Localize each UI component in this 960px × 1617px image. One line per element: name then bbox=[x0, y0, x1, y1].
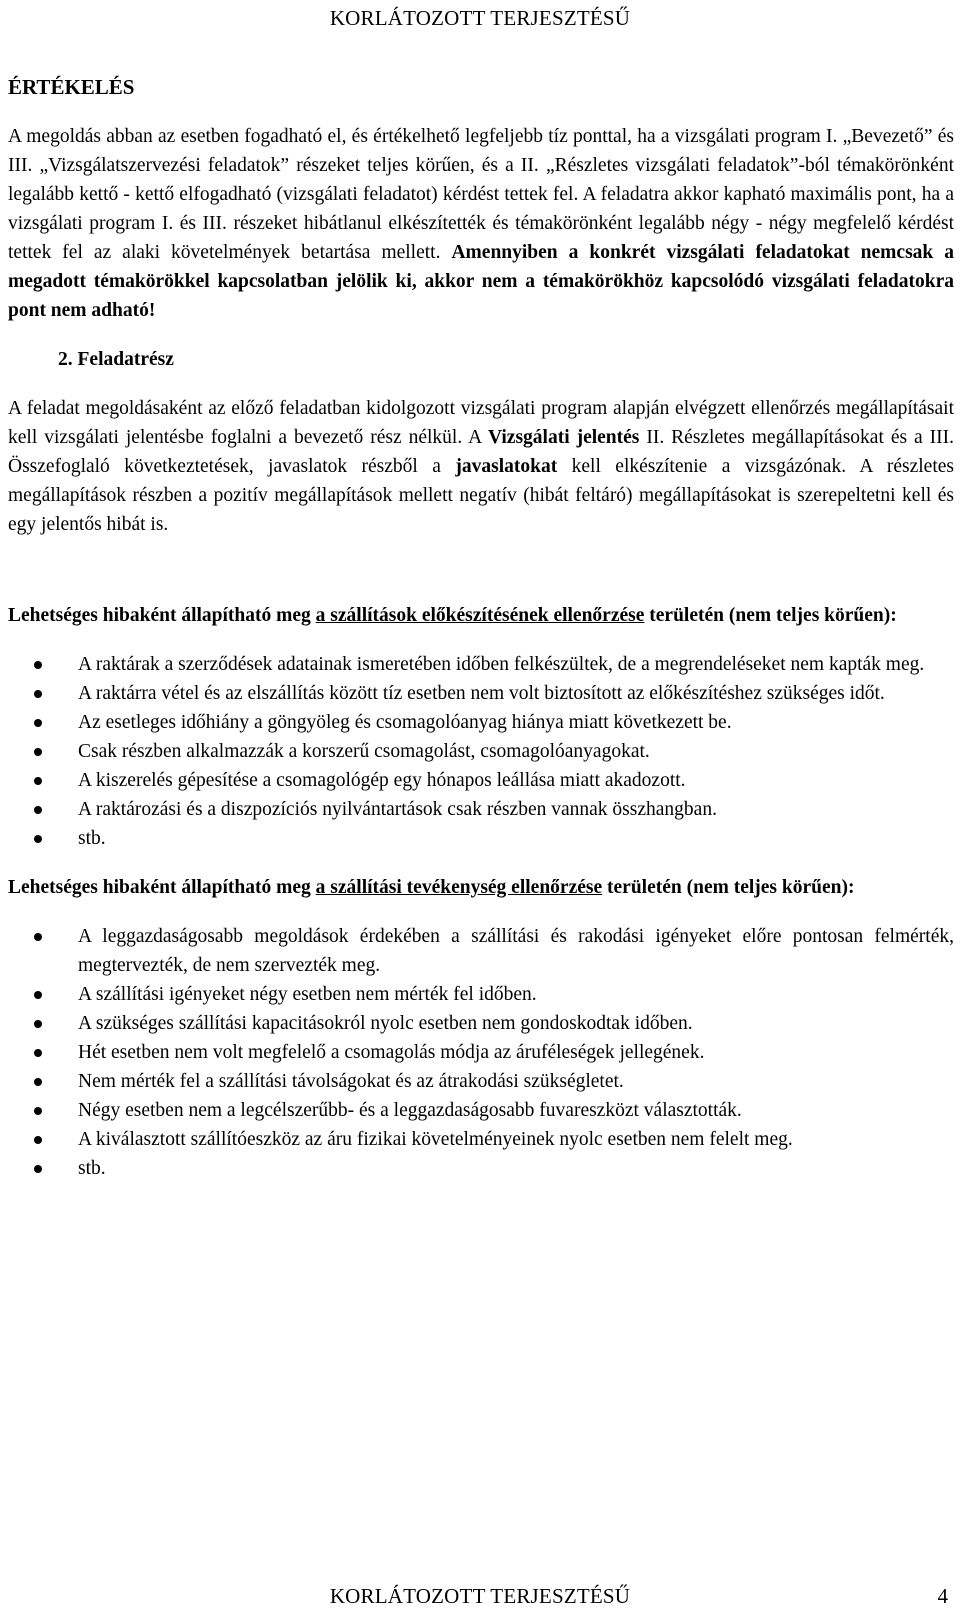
list-item-text: Csak részben alkalmazzák a korszerű csomagolást, csomagolóanyagokat. bbox=[78, 741, 650, 762]
task-paragraph bbox=[8, 394, 954, 539]
section-title-ertekeles: ÉRTÉKELÉS bbox=[8, 75, 135, 99]
list-item bbox=[8, 795, 954, 824]
page-header: KORLÁTOZOTT TERJESZTÉSŰ bbox=[329, 6, 631, 30]
list-item bbox=[8, 737, 954, 766]
task-bold-2: javaslatokat bbox=[455, 456, 558, 477]
bullet-icon bbox=[34, 933, 42, 941]
list-item bbox=[8, 1067, 954, 1096]
list-item bbox=[8, 1038, 954, 1067]
list-item-text: stb. bbox=[78, 1158, 106, 1179]
list-item-text: Az esetleges időhiány a göngyöleg és csomagolóanyag hiánya miatt következett be. bbox=[78, 712, 732, 733]
list-item bbox=[8, 1096, 954, 1125]
bullet-icon bbox=[34, 690, 42, 698]
section-title-feladatresz: 2. Feladatrész bbox=[58, 349, 174, 370]
list-item bbox=[8, 1154, 954, 1183]
list-item-text: Nem mérték fel a szállítási távolságokat és az átrakodási szükségletet. bbox=[78, 1071, 624, 1092]
evaluation-bold-text: Amennyiben a konkrét vizsgálati feladatokat nemcsak a megadott témakörökkel kapcsolatban jelölik ki, akkor nem a témakörökhöz kapcsolódó vizsgálati feladatokra pont nem adható! bbox=[8, 242, 954, 321]
list-item-text: A raktárra vétel és az elszállítás között tíz esetben nem volt biztosított az előkészítéshez szükséges időt. bbox=[78, 683, 885, 704]
block2-heading bbox=[8, 873, 954, 902]
bullet-icon bbox=[34, 748, 42, 756]
list-item bbox=[8, 1125, 954, 1154]
bullet-icon bbox=[34, 835, 42, 843]
list-item bbox=[8, 980, 954, 1009]
block1-underlined: a szállítások előkészítésének ellenőrzése bbox=[315, 605, 645, 626]
bullet-icon bbox=[34, 806, 42, 814]
bullet-icon bbox=[34, 719, 42, 727]
block1-list bbox=[8, 650, 954, 853]
block1-trail: területén (nem teljes körűen): bbox=[644, 605, 897, 626]
list-item bbox=[8, 824, 954, 853]
evaluation-paragraph bbox=[8, 122, 954, 325]
list-item bbox=[8, 679, 954, 708]
list-item-text: Négy esetben nem a legcélszerűbb- és a leggazdaságosabb fuvareszközt választották. bbox=[78, 1100, 742, 1121]
block1-lead: Lehetséges hibaként állapítható meg bbox=[8, 605, 316, 626]
list-item-text: A raktározási és a diszpozíciós nyilvántartások csak részben vannak összhangban. bbox=[78, 799, 717, 820]
task-text-1: A feladat megoldásaként az előző feladatban kidolgozott vizsgálati program alapján elvégzett ellenőrzés megállapításait kell vizsgálati jelentésbe foglalni a bevezető rész nélkül. A bbox=[8, 398, 954, 448]
list-item bbox=[8, 766, 954, 795]
list-item-text: A raktárak a szerződések adatainak ismeretében időben felkészültek, de a megrendeléseket nem kapták meg. bbox=[78, 654, 925, 675]
list-item bbox=[8, 1009, 954, 1038]
page-number: 4 bbox=[937, 1584, 948, 1608]
list-item bbox=[8, 922, 954, 980]
bullet-icon bbox=[34, 1078, 42, 1086]
bullet-icon bbox=[34, 1136, 42, 1144]
list-item-text: A szállítási igényeket négy esetben nem mérték fel időben. bbox=[78, 984, 537, 1005]
block1-heading bbox=[8, 601, 954, 630]
list-item-text: A szükséges szállítási kapacitásokról nyolc esetben nem gondoskodtak időben. bbox=[78, 1013, 693, 1034]
bullet-icon bbox=[34, 1020, 42, 1028]
list-item-text: A kiszerelés gépesítése a csomagológép egy hónapos leállása miatt akadozott. bbox=[78, 770, 686, 791]
list-item bbox=[8, 650, 954, 679]
bullet-icon bbox=[34, 1049, 42, 1057]
task-bold-1: Vizsgálati jelentés bbox=[488, 427, 640, 448]
evaluation-text: A megoldás abban az esetben fogadható el, és értékelhető legfeljebb tíz ponttal, ha a vizsgálati program I. „Bevezető” és III. „Vizsgálatszervezési feladatok” részeket teljes körűen, és a II. „Részletes vizsgálati feladatok”-ból témakörönként legalább kettő - kettő elfogadható (vizsgálati feladatot) kérdést tettek fel. A feladatra akkor kapható maximális pont, ha a vizsgálati program I. és III. részeket hibátlanul elkészítették és témakörönként legalább négy - négy megfelelő kérdést tettek fel az alaki követelmények betartása mellett. bbox=[8, 126, 954, 263]
list-item-text: stb. bbox=[78, 828, 106, 849]
bullet-icon bbox=[34, 1107, 42, 1115]
block2-trail: területén (nem teljes körűen): bbox=[602, 877, 855, 898]
list-item bbox=[8, 708, 954, 737]
bullet-icon bbox=[34, 1165, 42, 1173]
page-footer: KORLÁTOZOTT TERJESZTÉSŰ bbox=[329, 1584, 631, 1608]
task-text-2: II. Részletes megállapításokat és a III. Összefoglaló következtetések, javaslatok részből a bbox=[8, 427, 954, 477]
block2-underlined: a szállítási tevékenység ellenőrzése bbox=[315, 877, 603, 898]
list-item-text: Hét esetben nem volt megfelelő a csomagolás módja az áruféleségek jellegének. bbox=[78, 1042, 705, 1063]
block2-list bbox=[8, 922, 954, 1183]
task-text-3: kell elkészítenie a vizsgázónak. A részletes megállapítások részben a pozitív megállapítások mellett negatív (hibát feltáró) megállapításokat is szerepeltetni kell és egy jelentős hibát is. bbox=[8, 456, 954, 535]
bullet-icon bbox=[34, 991, 42, 999]
document-body bbox=[8, 72, 954, 1183]
block2-lead: Lehetséges hibaként állapítható meg bbox=[8, 877, 316, 898]
bullet-icon bbox=[34, 661, 42, 669]
bullet-icon bbox=[34, 777, 42, 785]
list-item-text: A kiválasztott szállítóeszköz az áru fizikai követelményeinek nyolc esetben nem felelt meg. bbox=[78, 1129, 793, 1150]
list-item-text: A leggazdaságosabb megoldások érdekében a szállítási és rakodási igényeket előre pontosan felmérték, megtervezték, de nem szervezték meg. bbox=[78, 926, 954, 976]
